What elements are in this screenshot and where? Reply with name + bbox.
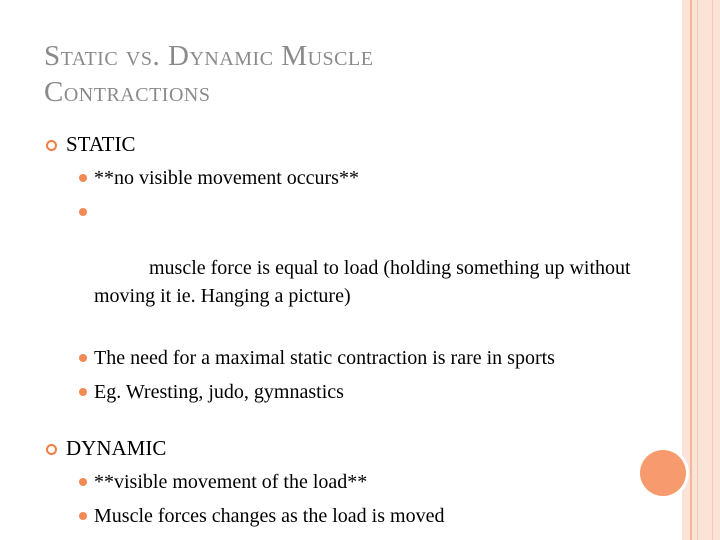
list-item xyxy=(46,164,636,192)
slide-title-line-1: Static vs. Dynamic Muscle xyxy=(44,40,374,72)
decorative-band-line xyxy=(697,0,698,540)
bullet-list xyxy=(46,468,636,530)
section-heading xyxy=(46,130,636,158)
decorative-accent-circle xyxy=(640,450,686,496)
dot-bullet-icon xyxy=(79,174,87,182)
list-item-text: muscle force is equal to load (holding something up without moving it ie. Hanging a picture) xyxy=(94,257,636,307)
dot-bullet-icon xyxy=(79,388,87,396)
ring-bullet-icon xyxy=(46,140,57,151)
list-item xyxy=(46,378,636,406)
dot-bullet-icon xyxy=(79,512,87,520)
section-static xyxy=(46,130,636,406)
slide-title xyxy=(44,38,644,110)
list-item-text: Eg. Wresting, judo, gymnastics xyxy=(94,381,344,403)
list-item-text: **visible movement of the load** xyxy=(94,471,368,493)
list-item xyxy=(46,502,636,530)
slide-body xyxy=(46,130,636,536)
dot-bullet-icon xyxy=(79,208,87,216)
dot-bullet-icon xyxy=(79,478,87,486)
decorative-band-line xyxy=(712,0,713,540)
list-item xyxy=(46,468,636,496)
list-item xyxy=(46,198,636,338)
slide-title-line-2: Contractions xyxy=(44,76,211,108)
section-dynamic xyxy=(46,434,636,530)
list-item xyxy=(46,344,636,372)
section-spacer xyxy=(46,412,636,434)
decorative-side-band xyxy=(682,0,720,540)
list-item-text: The need for a maximal static contraction is rare in sports xyxy=(94,347,555,369)
list-item-text: Muscle forces changes as the load is moved xyxy=(94,505,445,527)
decorative-band-line xyxy=(690,0,692,540)
section-heading-text: DYNAMIC xyxy=(66,436,167,460)
bullet-list xyxy=(46,164,636,406)
list-item-text: **no visible movement occurs** xyxy=(94,167,359,189)
ring-bullet-icon xyxy=(46,444,57,455)
section-heading-text: STATIC xyxy=(66,132,136,156)
dot-bullet-icon xyxy=(79,354,87,362)
section-heading xyxy=(46,434,636,462)
